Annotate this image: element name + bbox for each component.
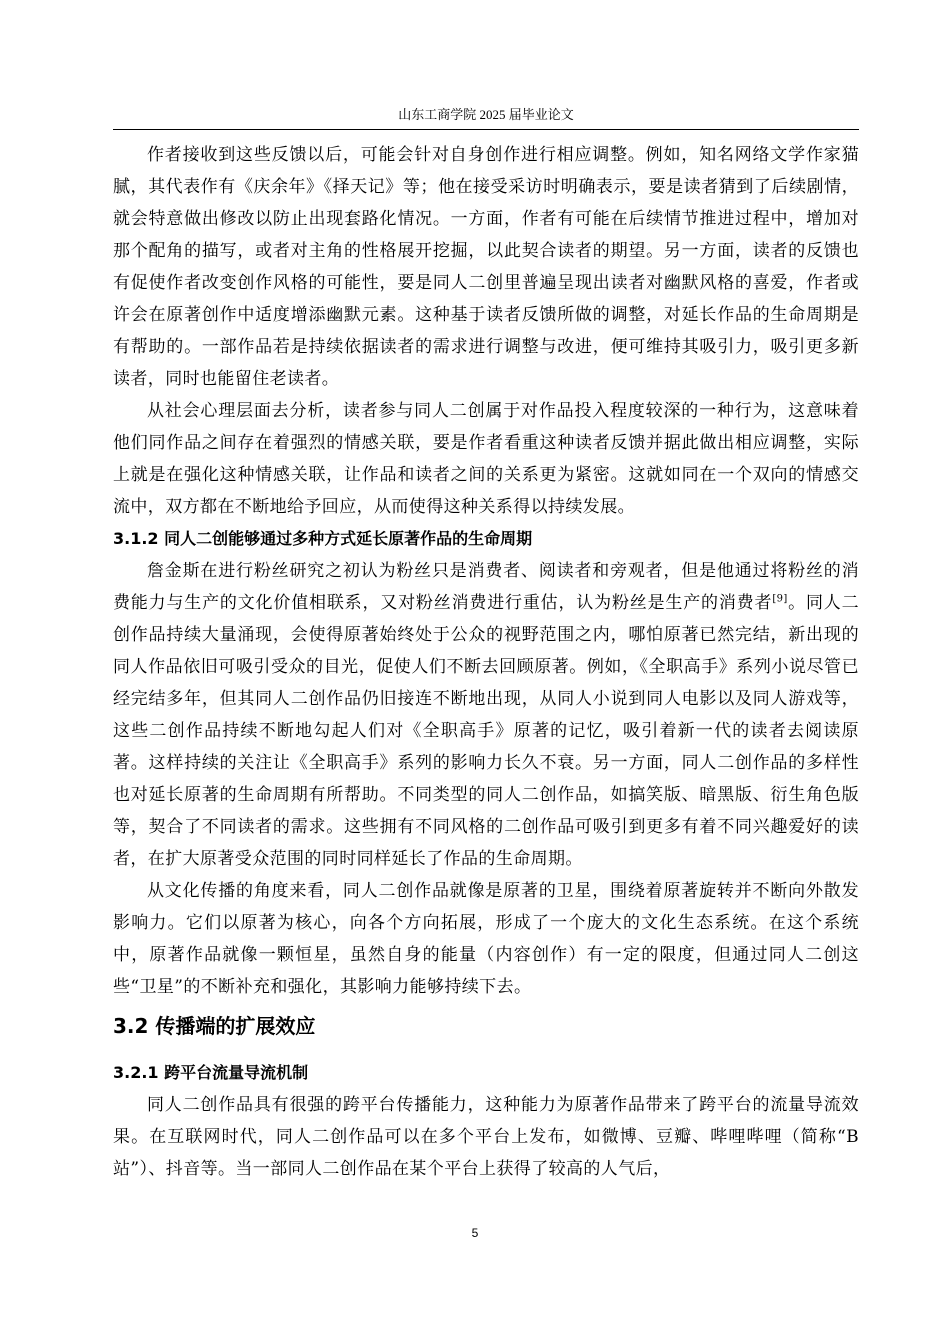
running-header: 山东工商学院 2025 届毕业论文 (398, 107, 574, 122)
section-heading-3-1-2: 3.1.2 同人二创能够通过多种方式延长原著作品的生命周期 (113, 529, 533, 548)
paragraph: 作者接收到这些反馈以后，可能会针对自身创作进行相应调整。例如，知名网络文学作家猫腻，其代表作有《庆余年》《择天记》等；他在接受采访时明确表示，要是读者猜到了后续剧情，就会特意做出修改以防止出现套路化情况。一方面，作者有可能在后续情节推进过程中，增加对那个配角的描写，或者对主角的性格展开挖掘，以此契合读者的期望。另一方面，读者的反馈也有促使作者改变创作风格的可能性，要是同人二创里普遍呈现出读者对幽默风格的喜爱，作者或许会在原著创作中适度增添幽默元素。这种基于读者反馈所做的调整，对延长作品的生命周期是有帮助的。一部作品若是持续依据读者的需求进行调整与改进，便可维持其吸引力，吸引更多新读者，同时也能留住老读者。 (113, 145, 859, 389)
section-heading-3-2: 3.2 传播端的扩展效应 (113, 1014, 316, 1038)
document-body (113, 139, 859, 1185)
paragraph: 同人二创作品具有很强的跨平台传播能力，这种能力为原著作品带来了跨平台的流量导流效果。在互联网时代，同人二创作品可以在多个平台上发布，如微博、豆瓣、哔哩哔哩（简称“B 站”）、抖音等。当一部同人二创作品在某个平台上获得了较高的人气后， (113, 1095, 859, 1179)
section-heading-3-2-1: 3.2.1 跨平台流量导流机制 (113, 1063, 309, 1082)
paragraph-text: 。同人二创作品持续大量涌现，会使得原著始终处于公众的视野范围之内，哪怕原著已然完结，新出现的同人作品依旧可吸引受众的目光，促使人们不断去回顾原著。例如，《全职高手》系列小说尽管已经完结多年，但其同人二创作品仍旧接连不断地出现，从同人小说到同人电影以及同人游戏等，这些二创作品持续不断地勾起人们对《全职高手》原著的记忆，吸引着新一代的读者去阅读原著。这样持续的关注让《全职高手》系列的影响力长久不衰。另一方面，同人二创作品的多样性也对延长原著的生命周期有所帮助。不同类型的同人二创作品，如搞笑版、暗黑版、衍生角色版等，契合了不同读者的需求。这些拥有不同风格的二创作品可吸引到更多有着不同兴趣爱好的读者，在扩大原著受众范围的同时同样延长了作品的生命周期。 (113, 593, 859, 869)
paragraph: 从社会心理层面去分析，读者参与同人二创属于对作品投入程度较深的一种行为，这意味着他们同作品之间存在着强烈的情感关联，要是作者看重这种读者反馈并据此做出相应调整，实际上就是在强化这种情感关联，让作品和读者之间的关系更为紧密。这就如同在一个双向的情感交流中，双方都在不断地给予回应，从而使得这种关系得以持续发展。 (113, 401, 859, 517)
paragraph: 从文化传播的角度来看，同人二创作品就像是原著的卫星，围绕着原著旋转并不断向外散发影响力。它们以原著为核心，向各个方向拓展，形成了一个庞大的文化生态系统。在这个系统中，原著作品就像一颗恒星，虽然自身的能量（内容创作）有一定的限度，但通过同人二创这些“卫星”的不断补充和强化，其影响力能够持续下去。 (113, 881, 859, 997)
header-rule (113, 129, 859, 130)
paragraph-text: 詹金斯在进行粉丝研究之初认为粉丝只是消费者、阅读者和旁观者，但是他通过将粉丝的消费能力与生产的文化价值相联系，又对粉丝消费进行重估，认为粉丝是生产的消费者 (113, 561, 859, 613)
citation-ref[interactable]: [9] (772, 593, 788, 605)
page-number: 5 (471, 1226, 479, 1240)
paragraph (113, 555, 859, 875)
